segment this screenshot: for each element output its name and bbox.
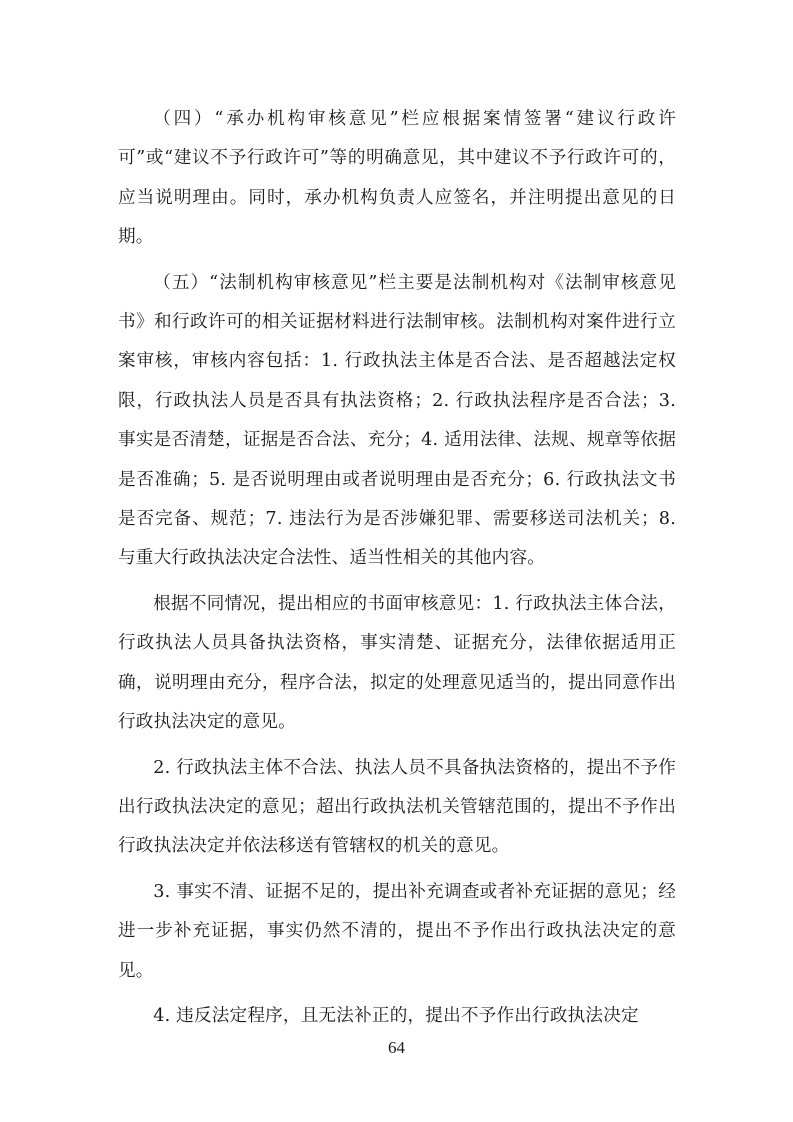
body-text xyxy=(118,100,676,1042)
paragraph-review-outcome-4: 4. 违反法定程序，且无法补正的，提出不予作出行政执法决定 xyxy=(153,1005,639,1026)
paragraph-legal-review-opinion: （五）“法制机构审核意见”栏主要是法制机构对《法制审核意见书》和行政许可的相关证据材料进行法制审核。法制机构对案件进行立案审核，审核内容包括：1. 行政执法主体是否合法、是否超越法定权限，行政执法人员是否具有执法资格；2. 行政执法程序是否合法；3. 事实是否清楚，证据是否合法、充分；4. 适用法律、法规、规章等依据是否准确；5. 是否说明理由或者说明理由是否充分；6. 行政执法文书是否完备、规范；7. 违法行为是否涉嫌犯罪、需要移送司法机关；8. 与重大行政执法决定合法性、适当性相关的其他内容。 xyxy=(118,272,676,569)
paragraph-review-outcome-3: 3. 事实不清、证据不足的，提出补充调查或者补充证据的意见；经进一步补充证据，事实仍然不清的，提出不予作出行政执法决定的意见。 xyxy=(118,881,676,981)
page-number: 64 xyxy=(388,1038,405,1057)
paragraph-review-outcome-1: 根据不同情况，提出相应的书面审核意见：1. 行政执法主体合法，行政执法人员具备执法资格，事实清楚、证据充分，法律依据适用正确，说明理由充分，程序合法，拟定的处理意见适当的，提出同意作出行政执法决定的意见。 xyxy=(118,593,676,733)
paragraph-approval-opinion: （四）“承办机构审核意见”栏应根据案情签署“建议行政许可”或“建议不予行政许可”等的明确意见，其中建议不予行政许可的，应当说明理由。同时，承办机构负责人应签名，并注明提出意见的日期。 xyxy=(118,109,676,248)
paragraph-review-outcome-2: 2. 行政执法主体不合法、执法人员不具备执法资格的，提出不予作出行政执法决定的意见；超出行政执法机关管辖范围的，提出不予作出行政执法决定并依法移送有管辖权的机关的意见。 xyxy=(118,757,676,857)
